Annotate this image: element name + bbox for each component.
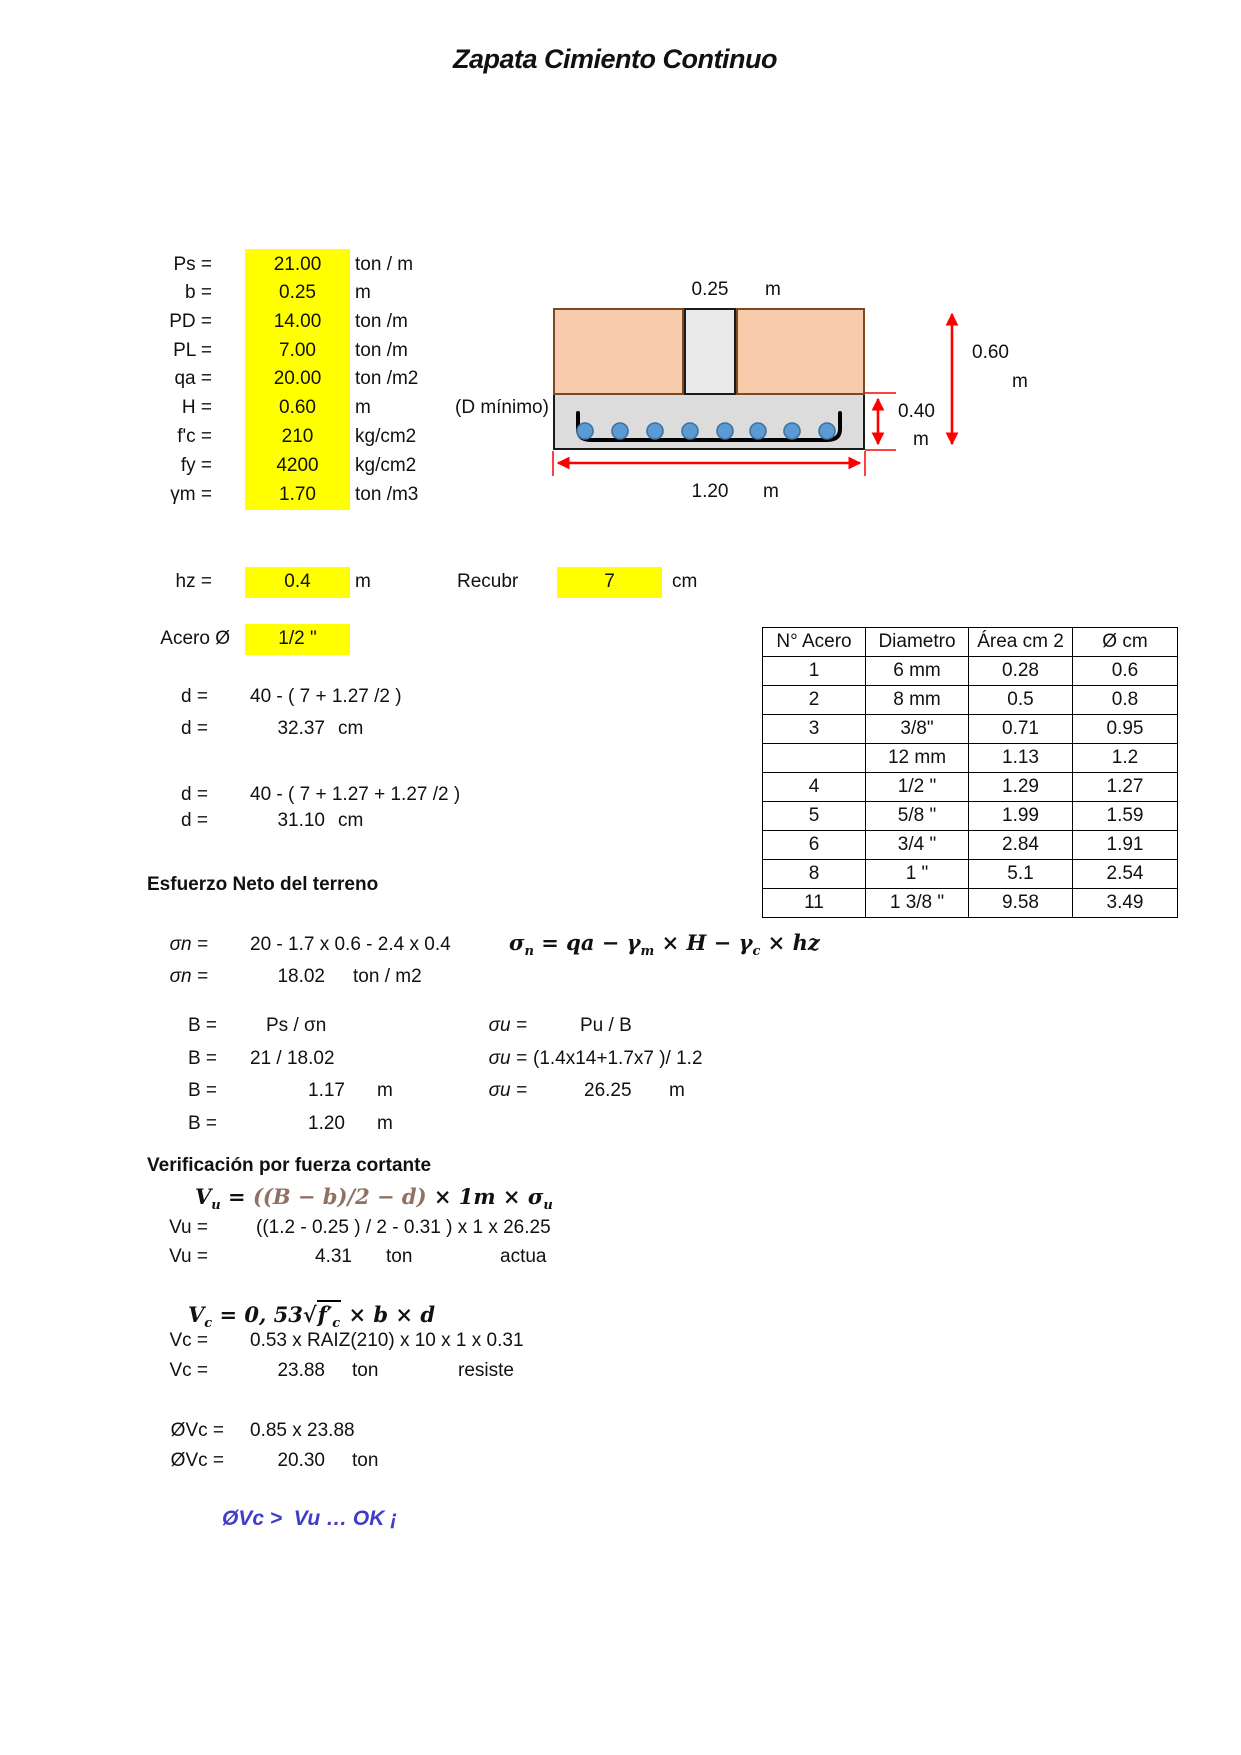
b-label: B = (187, 1015, 217, 1036)
input-label-b: b = (185, 282, 212, 303)
bar-size-table (762, 627, 1178, 918)
vc-formula: $V_c = 0$, $53√f'_c \times b \times d$ (188, 1302, 436, 1332)
bar-table-header: Área cm 2 (969, 628, 1073, 657)
bar-table-header: Ø cm (1073, 628, 1178, 657)
vu-formula: $V_u = ((B - b)/2 - d) \times 1m \times \sigma_u$ (195, 1184, 553, 1214)
hz-label: hz = (175, 571, 212, 592)
sigma-u-label: σu = (488, 1048, 527, 1069)
d-unit-2: cm (338, 810, 364, 831)
input-label-pl: PL = (173, 340, 212, 361)
sigma-u-expr: Pu / B (580, 1015, 632, 1036)
d-result-1: 32.37 (277, 718, 325, 739)
vu-label: Vu = (169, 1246, 208, 1267)
vu-expr: ((1.2 - 0.25 ) / 2 - 0.31 ) x 1 x 26.25 (256, 1217, 551, 1238)
table-row: 12 mm 1.13 1.2 (763, 744, 1178, 773)
hz-value[interactable]: 0.4 (284, 571, 311, 592)
b-calc: 21 / 18.02 (250, 1048, 335, 1069)
phi-vc-value: 20.30 (277, 1450, 325, 1471)
input-label-fy: fy = (180, 455, 212, 476)
vc-note: resiste (458, 1360, 514, 1381)
sigma-n-label: σn = (169, 966, 208, 987)
d-expr-2: 40 - ( 7 + 1.27 + 1.27 /2 ) (250, 784, 461, 805)
acero-label: Acero Ø (160, 628, 230, 649)
input-unit-qa: ton /m2 (355, 368, 419, 389)
b-unit-2: m (377, 1113, 393, 1134)
dim-footing-height-unit: m (913, 429, 929, 450)
vc-label: Vc = (169, 1330, 208, 1351)
d-min-note: (D mínimo) (455, 397, 549, 418)
input-value-b[interactable]: 0.25 (279, 282, 316, 303)
input-value-qa[interactable]: 20.00 (273, 368, 322, 389)
table-row: 3 3/8" 0.71 0.95 (763, 715, 1178, 744)
b-label: B = (187, 1113, 217, 1134)
input-value-pd[interactable]: 14.00 (273, 311, 322, 332)
d-label: d = (181, 718, 208, 739)
table-row: 11 1 3/8 " 9.58 3.49 (763, 889, 1178, 918)
input-value-fy[interactable]: 4200 (276, 455, 319, 476)
sigma-n-label: σn = (169, 934, 208, 955)
b-value-2: 1.20 (308, 1113, 345, 1134)
page-title: Zapata Cimiento Continuo (453, 44, 777, 74)
phi-vc-label: ØVc = (170, 1450, 224, 1471)
table-row: 8 1 " 5.1 2.54 (763, 860, 1178, 889)
input-value-ps[interactable]: 21.00 (273, 254, 322, 275)
table-row: 6 3/4 " 2.84 1.91 (763, 831, 1178, 860)
input-value-fc[interactable]: 210 (281, 426, 314, 447)
phi-vc-expr: 0.85 x 23.88 (250, 1420, 355, 1441)
input-unit-b: m (355, 282, 371, 303)
vu-note: actua (500, 1246, 547, 1267)
recubr-unit: cm (672, 571, 698, 592)
b-unit-1: m (377, 1080, 393, 1101)
dimension-arrows (440, 270, 1060, 520)
vc-expr: 0.53 x RAIZ(210) x 10 x 1 x 0.31 (250, 1330, 524, 1351)
bar-table-header-row (763, 628, 1178, 657)
input-label-fc: f'c = (177, 426, 212, 447)
d-label: d = (181, 784, 208, 805)
esfuerzo-heading: Esfuerzo Neto del terreno (147, 874, 379, 895)
hz-unit: m (355, 571, 371, 592)
d-label: d = (181, 810, 208, 831)
d-expr-1: 40 - ( 7 + 1.27 /2 ) (250, 686, 402, 707)
input-value-pl[interactable]: 7.00 (279, 340, 316, 361)
input-unit-pl: ton /m (355, 340, 408, 361)
vu-unit: ton (386, 1246, 413, 1267)
sigma-n-unit: ton / m2 (353, 966, 422, 987)
d-label: d = (181, 686, 208, 707)
d-unit-1: cm (338, 718, 364, 739)
dim-base-width: 1.20 (691, 481, 729, 502)
input-value-gamma-m[interactable]: 1.70 (279, 484, 316, 505)
vc-label: Vc = (169, 1360, 208, 1381)
dim-top-width-unit: m (765, 279, 781, 300)
sigma-u-unit: m (669, 1080, 685, 1101)
dim-total-height: 0.60 (972, 342, 1009, 363)
input-label-h: H = (181, 397, 212, 418)
bar-table-header: N° Acero (763, 628, 866, 657)
acero-value[interactable]: 1/2 " (278, 628, 317, 649)
sigma-u-value: 26.25 (584, 1080, 632, 1101)
dim-footing-height: 0.40 (898, 401, 935, 422)
shear-heading: Verificación por fuerza cortante (147, 1155, 432, 1176)
sigma-u-label: σu = (488, 1080, 527, 1101)
dim-top-width: 0.25 (691, 279, 729, 300)
recubr-label: Recubr (457, 571, 519, 592)
input-label-gamma-m: γm = (170, 484, 212, 505)
input-unit-ps: ton / m (355, 254, 414, 275)
input-label-qa: qa = (174, 368, 212, 389)
sigma-n-formula: $\sigma_n$ = qa − $\gamma_m \times H - \gamma_c$ × hz (509, 930, 820, 960)
table-row: 5 5/8 " 1.99 1.59 (763, 802, 1178, 831)
vc-unit: ton (352, 1360, 379, 1381)
table-row: 4 1/2 " 1.29 1.27 (763, 773, 1178, 802)
bar-table-header: Diametro (866, 628, 969, 657)
sigma-n-expr: 20 - 1.7 x 0.6 - 2.4 x 0.4 (250, 934, 451, 955)
vu-value: 4.31 (315, 1246, 352, 1267)
input-unit-fy: kg/cm2 (355, 455, 417, 476)
sigma-n-result: 18.02 (277, 966, 325, 987)
phi-vc-unit: ton (352, 1450, 379, 1471)
table-row: 1 6 mm 0.28 0.6 (763, 657, 1178, 686)
input-unit-pd: ton /m (355, 311, 408, 332)
dim-base-width-unit: m (763, 481, 779, 502)
dim-total-height-unit: m (1012, 371, 1028, 392)
recubr-value[interactable]: 7 (604, 571, 615, 592)
phi-vc-label: ØVc = (170, 1420, 224, 1441)
input-value-h[interactable]: 0.60 (279, 397, 316, 418)
vc-value: 23.88 (277, 1360, 325, 1381)
sigma-u-label: σu = (488, 1015, 527, 1036)
table-row: 2 8 mm 0.5 0.8 (763, 686, 1178, 715)
conclusion-ok: ØVc > Vu … OK ¡ (222, 1507, 398, 1530)
sigma-u-calc: (1.4x14+1.7x7 )/ 1.2 (533, 1048, 703, 1069)
vu-label: Vu = (169, 1217, 208, 1238)
input-label-pd: PD = (169, 311, 212, 332)
d-result-2: 31.10 (277, 810, 325, 831)
b-value-1: 1.17 (308, 1080, 345, 1101)
b-expr: Ps / σn (266, 1015, 327, 1036)
b-label: B = (187, 1048, 217, 1069)
b-label: B = (187, 1080, 217, 1101)
input-unit-fc: kg/cm2 (355, 426, 417, 447)
input-unit-gamma-m: ton /m3 (355, 484, 419, 505)
input-label-ps: Ps = (173, 254, 212, 275)
input-unit-h: m (355, 397, 371, 418)
